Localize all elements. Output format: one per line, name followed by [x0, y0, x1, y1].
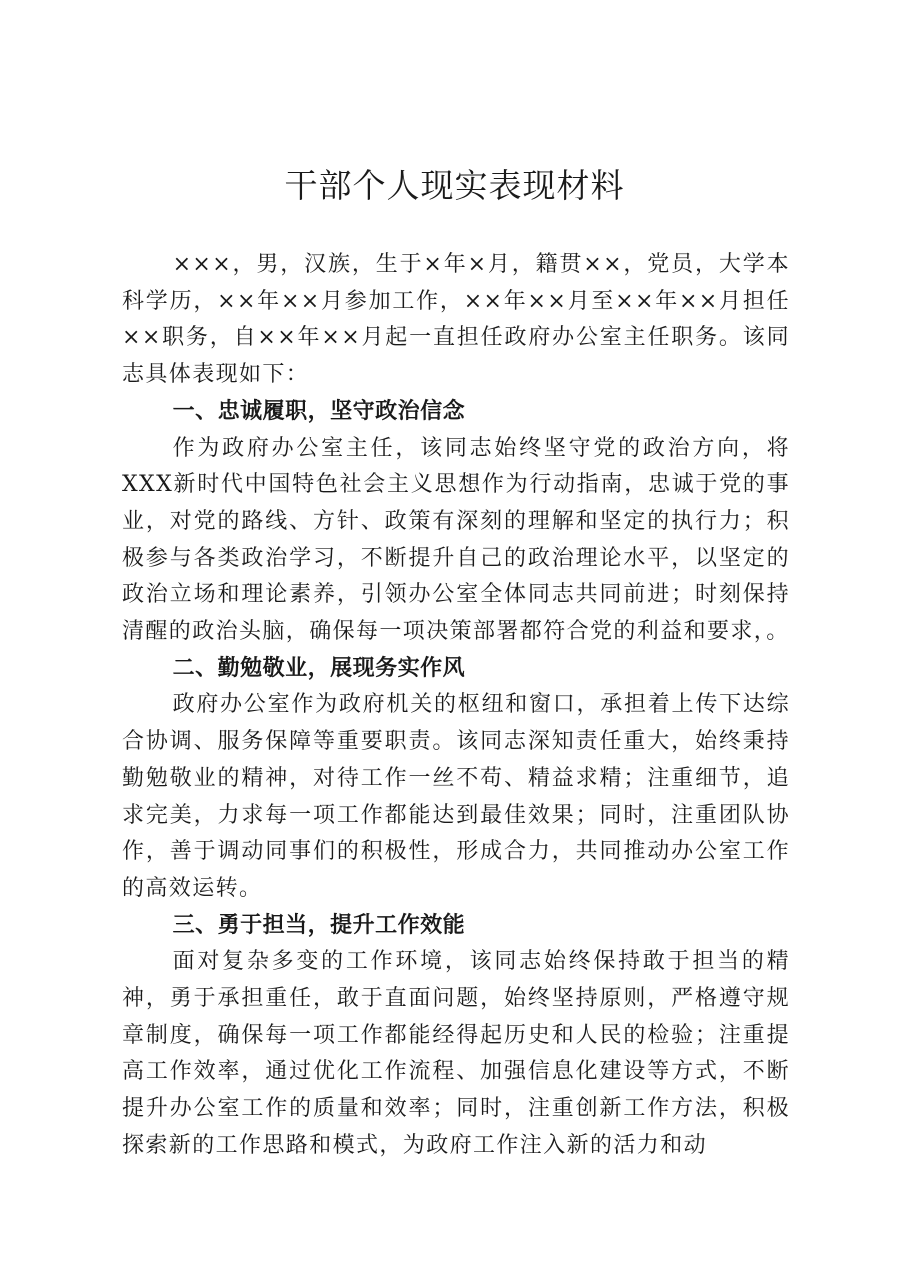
section-2-paragraph: 政府办公室作为政府机关的枢纽和窗口，承担着上传下达综合协调、服务保障等重要职责。该同志深知责任重大，始终秉持勤勉敬业的精神，对待工作一丝不苟、精益求精；注重细节，追求完美，力求每一项工作都能达到最佳效果；同时，注重团队协作，善于调动同事们的积极性，形成合力，共同推动办公室工作的高效运转。 [122, 692, 790, 901]
section-3-heading: 三、勇于担当，提升工作效能 [172, 912, 466, 938]
section-1-heading: 一、忠诚履职，坚守政治信念 [172, 398, 466, 424]
section-3-paragraph: 面对复杂多变的工作环境，该同志始终保持敢于担当的精神，勇于承担重任，敢于直面问题，始终坚持原则，严格遵守规章制度，确保每一项工作都能经得起历史和人民的检验；注重提高工作效率，通过优化工作流程、加强信息化建设等方式，不断提升办公室工作的质量和效率；同时，注重创新工作方法，积极探索新的工作思路和模式，为政府工作注入新的活力和动 [122, 949, 790, 1158]
document-body [122, 247, 790, 1165]
section-1-paragraph: 作为政府办公室主任，该同志始终坚守党的政治方向，将XXX新时代中国特色社会主义思想作为行动指南，忠诚于党的事业，对党的路线、方针、政策有深刻的理解和坚定的执行力；积极参与各类政治学习，不断提升自己的政治理论水平，以坚定的政治立场和理论素养，引领办公室全体同志共同前进；时刻保持清醒的政治头脑，确保每一项决策部署都符合党的利益和要求，。 [122, 435, 790, 645]
section-2-heading: 二、勤勉敬业，展现务实作风 [172, 655, 466, 681]
document-title: 干部个人现实表现材料 [284, 166, 625, 205]
intro-paragraph: ×××，男，汉族，生于×年×月，籍贯××，党员，大学本科学历，××年××月参加工作，××年××月至××年××月担任××职务，自××年××月起一直担任政府办公室主任职务。该同志具体表现如下： [122, 252, 790, 388]
